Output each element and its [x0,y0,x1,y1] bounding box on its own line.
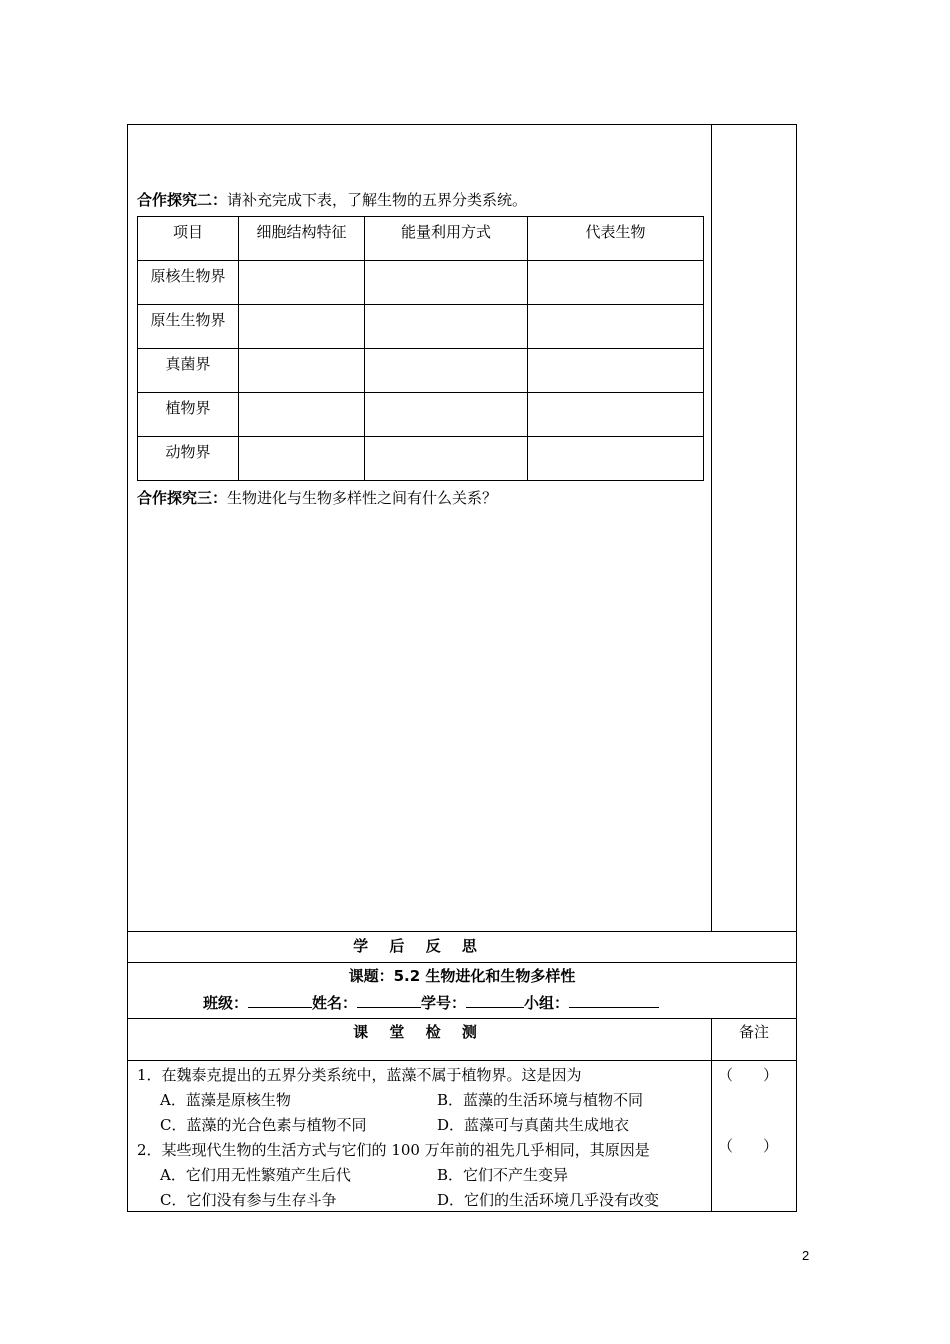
section2-label: 合作探究二： [137,191,228,209]
table-header-cell: 项目 [138,217,239,261]
section3-heading [137,488,497,508]
table-row [138,349,704,393]
table-cell[interactable] [365,393,528,437]
notes-column-divider-top [711,124,712,932]
number-field[interactable] [466,993,524,1008]
question-2-option-d: D．它们的生活环境几乎没有改变 [437,1191,660,1209]
table-header-row [138,217,704,261]
question-1-stem: 1．在魏泰克提出的五界分类系统中，蓝藻不属于植物界。这是因为 [137,1066,582,1084]
table-cell[interactable] [528,437,704,481]
page-number: 2 [802,1248,810,1263]
table-row [138,305,704,349]
table-cell[interactable] [528,261,704,305]
question-1-answer-paren[interactable]: （ ） [718,1066,779,1084]
name-label: 姓名： [312,994,358,1012]
table-row [138,393,704,437]
question-2-option-b: B．它们不产生变异 [437,1166,569,1184]
five-kingdom-table [137,216,704,481]
table-cell[interactable] [528,349,704,393]
group-field[interactable] [569,993,659,1008]
table-cell[interactable] [528,305,704,349]
table-cell[interactable] [528,393,704,437]
notes-column-divider-bottom [711,1018,712,1212]
table-cell[interactable] [365,261,528,305]
table-cell[interactable] [365,305,528,349]
table-cell[interactable] [239,437,365,481]
table-row [138,437,704,481]
table-row-label: 动物界 [138,437,239,481]
number-label: 学号： [421,994,467,1012]
section2-text: 请补充完成下表，了解生物的五界分类系统。 [227,191,528,209]
table-row-label: 原生生物界 [138,305,239,349]
question-2-option-c: C．它们没有参与生存斗争 [160,1191,337,1209]
question-1-option-b: B．蓝藻的生活环境与植物不同 [437,1091,644,1109]
table-cell[interactable] [239,393,365,437]
table-row [138,261,704,305]
table-header-cell: 能量利用方式 [365,217,528,261]
table-cell[interactable] [239,305,365,349]
table-cell[interactable] [365,349,528,393]
group-label: 小组： [524,994,570,1012]
section2-heading [137,190,527,210]
question-2-stem: 2．某些现代生物的生活方式与它们的 100 万年前的祖先几乎相同，其原因是 [137,1141,650,1159]
notes-label: 备注 [738,1023,769,1041]
question-1-option-d: D．蓝藻可与真菌共生成地衣 [437,1116,630,1134]
class-field[interactable] [248,993,312,1008]
question-2-option-a: A．它们用无性繁殖产生后代 [160,1166,351,1184]
lesson-title: 课题：5.2 生物进化和生物多样性 [348,967,576,985]
divider-check-top [127,1018,797,1019]
divider-reflection-top [127,931,797,932]
section3-label: 合作探究三： [137,489,228,507]
question-2-answer-paren[interactable]: （ ） [718,1137,779,1155]
question-1-option-c: C．蓝藻的光合色素与植物不同 [160,1116,367,1134]
table-row-label: 植物界 [138,393,239,437]
table-row-label: 真菌界 [138,349,239,393]
name-field[interactable] [357,993,421,1008]
check-title: 课 堂 检 测 [353,1023,485,1041]
table-header-cell: 代表生物 [528,217,704,261]
reflection-title: 学 后 反 思 [353,937,485,955]
question-1-option-a: A．蓝藻是原核生物 [160,1091,291,1109]
divider-lesson-top [127,962,797,963]
table-cell[interactable] [239,261,365,305]
section3-text: 生物进化与生物多样性之间有什么关系？ [227,489,498,507]
class-label: 班级： [203,994,249,1012]
divider-questions-top [127,1060,797,1061]
table-cell[interactable] [239,349,365,393]
table-cell[interactable] [365,437,528,481]
student-info-line [203,993,659,1013]
table-header-cell: 细胞结构特征 [239,217,365,261]
table-row-label: 原核生物界 [138,261,239,305]
